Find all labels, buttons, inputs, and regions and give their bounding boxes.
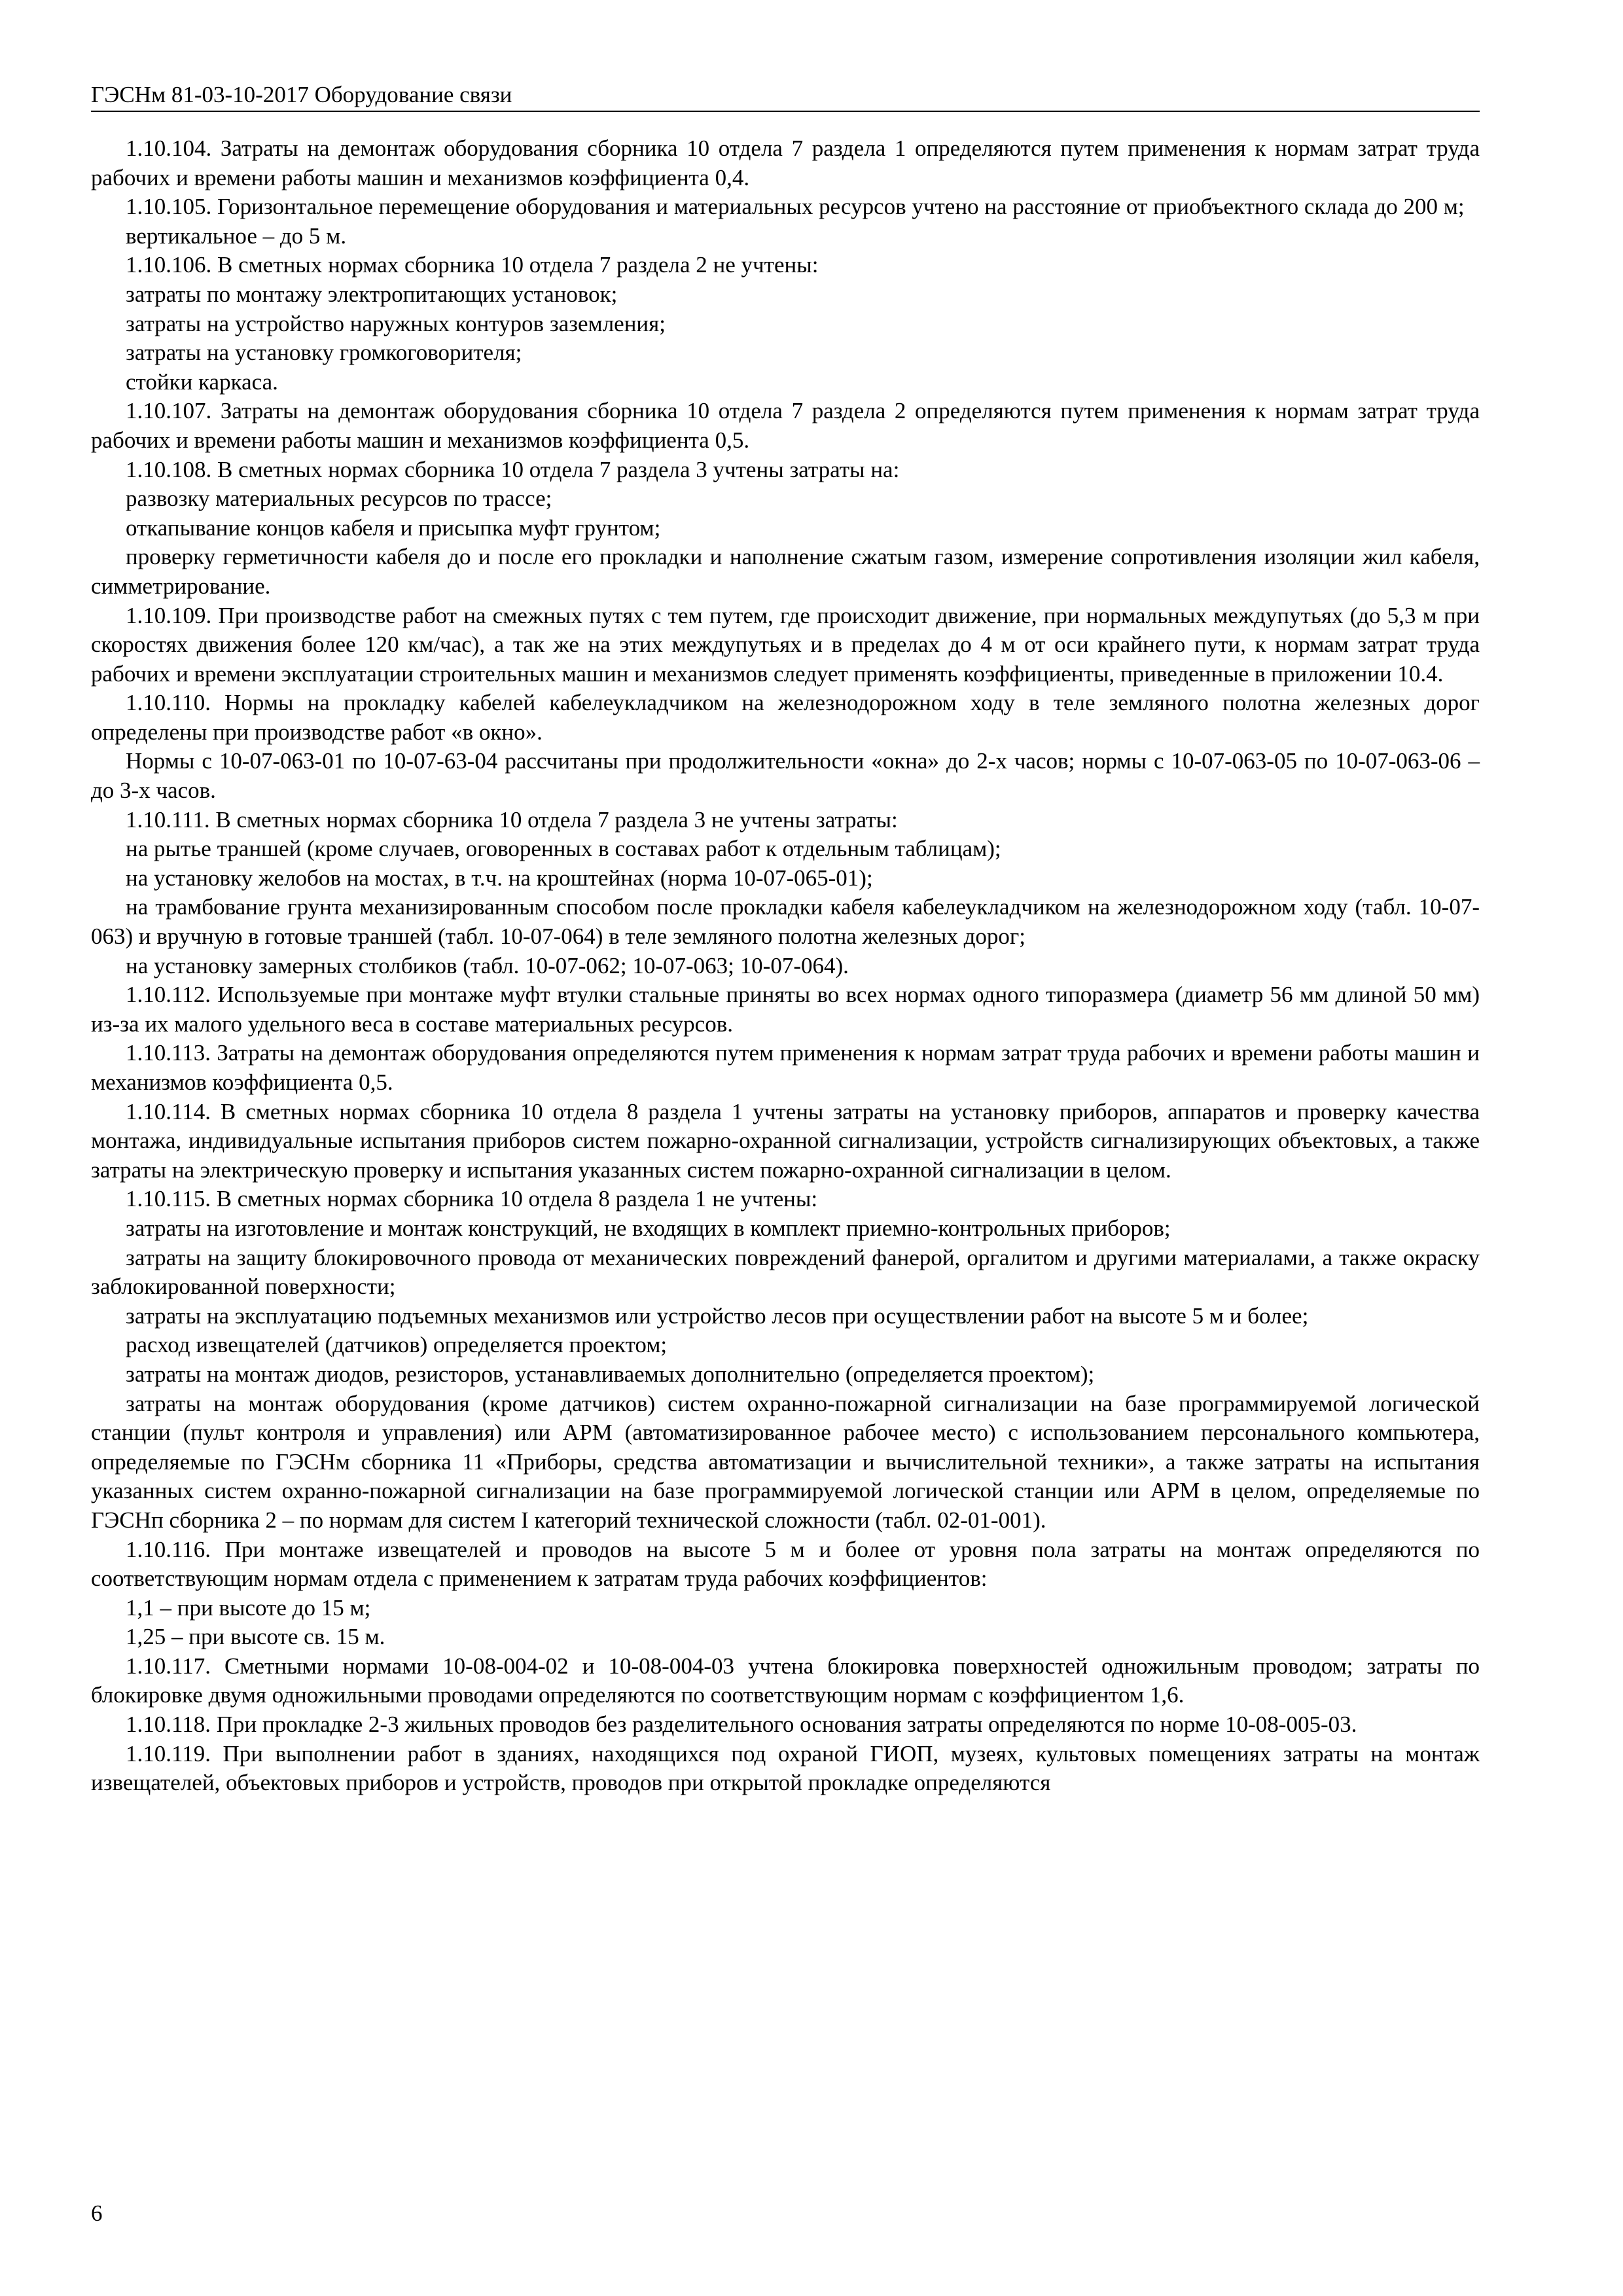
paragraph: на установку желобов на мостах, в т.ч. на кроштейнах (норма 10-07-065-01); (126, 865, 873, 891)
page-header (91, 76, 1480, 112)
page-number: 6 (91, 2200, 103, 2226)
paragraph: Нормы с 10-07-063-01 по 10-07-63-04 рассчитаны при продолжительности «окна» до 2-х часов; нормы с 10-07-063-05 по 10-07-063-06 – до 3-х часов. (91, 748, 1480, 804)
paragraph: 1,1 – при высоте до 15 м; (126, 1594, 371, 1621)
paragraph: затраты на установку громкоговорителя; (126, 340, 522, 366)
paragraph: вертикальное – до 5 м. (126, 223, 347, 249)
paragraph: затраты на монтаж оборудования (кроме датчиков) систем охранно-пожарной сигнализации на базе программируемой логической станции (пульт контроля и управления) или АРМ (автоматизированное рабочее место) с использованием персонального компьютера, определяемые по ГЭСНм сборника 11 «Приборы, средства автоматизации и вычислительной техники», а также затраты на испытания указанных систем охранно-пожарной сигнализации на базе программируемой логической станции или АРМ в целом, определяемые по ГЭСНп сборника 2 – по нормам для систем I категорий технической сложности (табл. 02-01-001). (91, 1390, 1480, 1533)
paragraph: расход извещателей (датчиков) определяется проектом; (126, 1332, 668, 1358)
paragraph: 1.10.108. В сметных нормах сборника 10 отдела 7 раздела 3 учтены затраты на: (126, 456, 900, 482)
paragraph: откапывание концов кабеля и присыпка муфт грунтом; (126, 514, 661, 541)
paragraph: на трамбование грунта механизированным способом после прокладки кабеля кабелеукладчиком на железнодорожном ходу (табл. 10-07-063) и вручную в готовые траншей (табл. 10-07-064) в теле земляного полотна железных дорог; (91, 894, 1480, 950)
paragraph: на установку замерных столбиков (табл. 10-07-062; 10-07-063; 10-07-064). (126, 952, 849, 978)
paragraph: 1.10.116. При монтаже извещателей и проводов на высоте 5 м и более от уровня пола затраты на монтаж определяются по соответствующим нормам отдела с применением к затратам труда рабочих коэффициентов: (91, 1536, 1480, 1592)
paragraph: затраты на изготовление и монтаж конструкций, не входящих в комплект приемно-контрольных приборов; (126, 1215, 1171, 1241)
paragraph: развозку материальных ресурсов по трассе; (126, 486, 552, 512)
paragraph: 1.10.109. При производстве работ на смежных путях с тем путем, где происходит движение, при нормальных междупутьях (до 5,3 м при скоростях движения более 120 км/час), а так же на этих междупутьях и в пределах до 4 м от оси крайнего пути, к нормам затрат труда рабочих и времени эксплуатации строительных машин и механизмов следует применять коэффициенты, приведенные в приложении 10.4. (91, 602, 1480, 687)
paragraph: 1.10.119. При выполнении работ в зданиях, находящихся под охраной ГИОП, музеях, культовых помещениях затраты на монтаж извещателей, объектовых приборов и устройств, проводов при открытой прокладке определяются (91, 1740, 1480, 1796)
document-body (91, 134, 1480, 1798)
paragraph: 1.10.115. В сметных нормах сборника 10 отдела 8 раздела 1 не учтены: (126, 1186, 818, 1212)
paragraph: 1.10.107. Затраты на демонтаж оборудования сборника 10 отдела 7 раздела 2 определяются путем применения к нормам затрат труда рабочих и времени работы машин и механизмов коэффициента 0,5. (91, 398, 1480, 453)
paragraph: затраты на эксплуатацию подъемных механизмов или устройство лесов при осуществлении работ на высоте 5 м и более; (126, 1302, 1309, 1329)
paragraph: затраты по монтажу электропитающих установок; (126, 281, 618, 307)
paragraph: 1.10.118. При прокладке 2-3 жильных проводов без разделительного основания затраты определяются по норме 10-08-005-03. (126, 1712, 1357, 1738)
paragraph: 1,25 – при высоте св. 15 м. (126, 1624, 385, 1650)
header-title: ГЭСНм 81-03-10-2017 Оборудование связи (91, 82, 512, 107)
paragraph: 1.10.105. Горизонтальное перемещение оборудования и материальных ресурсов учтено на расстояние от приобъектного склада до 200 м; (126, 194, 1465, 220)
paragraph: 1.10.106. В сметных нормах сборника 10 отдела 7 раздела 2 не учтены: (126, 252, 819, 278)
paragraph: на рытье траншей (кроме случаев, оговоренных в составах работ к отдельным таблицам); (126, 836, 1001, 862)
paragraph: стойки каркаса. (126, 368, 278, 395)
paragraph: проверку герметичности кабеля до и после его прокладки и наполнение сжатым газом, измерение сопротивления изоляции жил кабеля, симметрирование. (91, 544, 1480, 599)
paragraph: 1.10.111. В сметных нормах сборника 10 отдела 7 раздела 3 не учтены затраты: (126, 806, 898, 833)
paragraph: 1.10.113. Затраты на демонтаж оборудования определяются путем применения к нормам затрат труда рабочих и времени работы машин и механизмов коэффициента 0,5. (91, 1040, 1480, 1095)
paragraph: 1.10.104. Затраты на демонтаж оборудования сборника 10 отдела 7 раздела 1 определяются путем применения к нормам затрат труда рабочих и времени работы машин и механизмов коэффициента 0,4. (91, 135, 1480, 190)
paragraph: затраты на устройство наружных контуров заземления; (126, 310, 666, 336)
paragraph: затраты на защиту блокировочного провода от механических повреждений фанерой, оргалитом и другими материалами, а также окраску заблокированной поверхности; (91, 1244, 1480, 1300)
paragraph: 1.10.117. Сметными нормами 10-08-004-02 и 10-08-004-03 учтена блокировка поверхностей одножильным проводом; затраты по блокировке двумя одножильными проводами определяются по соответствующим нормам с коэффициентом 1,6. (91, 1653, 1480, 1708)
paragraph: 1.10.114. В сметных нормах сборника 10 отдела 8 раздела 1 учтены затраты на установку приборов, аппаратов и проверку качества монтажа, индивидуальные испытания приборов систем пожарно-охранной сигнализации, устройств сигнализирующих объектовых, а также затраты на электрическую проверку и испытания указанных систем пожарно-охранной сигнализации в целом. (91, 1098, 1480, 1183)
paragraph: 1.10.110. Нормы на прокладку кабелей кабелеукладчиком на железнодорожном ходу в теле земляного полотна железных дорог определены при производстве работ «в окно». (91, 690, 1480, 745)
paragraph: 1.10.112. Используемые при монтаже муфт втулки стальные приняты во всех нормах одного типоразмера (диаметр 56 мм длиной 50 мм) из-за их малого удельного веса в составе материальных ресурсов. (91, 982, 1480, 1037)
paragraph: затраты на монтаж диодов, резисторов, устанавливаемых дополнительно (определяется проектом); (126, 1361, 1095, 1387)
